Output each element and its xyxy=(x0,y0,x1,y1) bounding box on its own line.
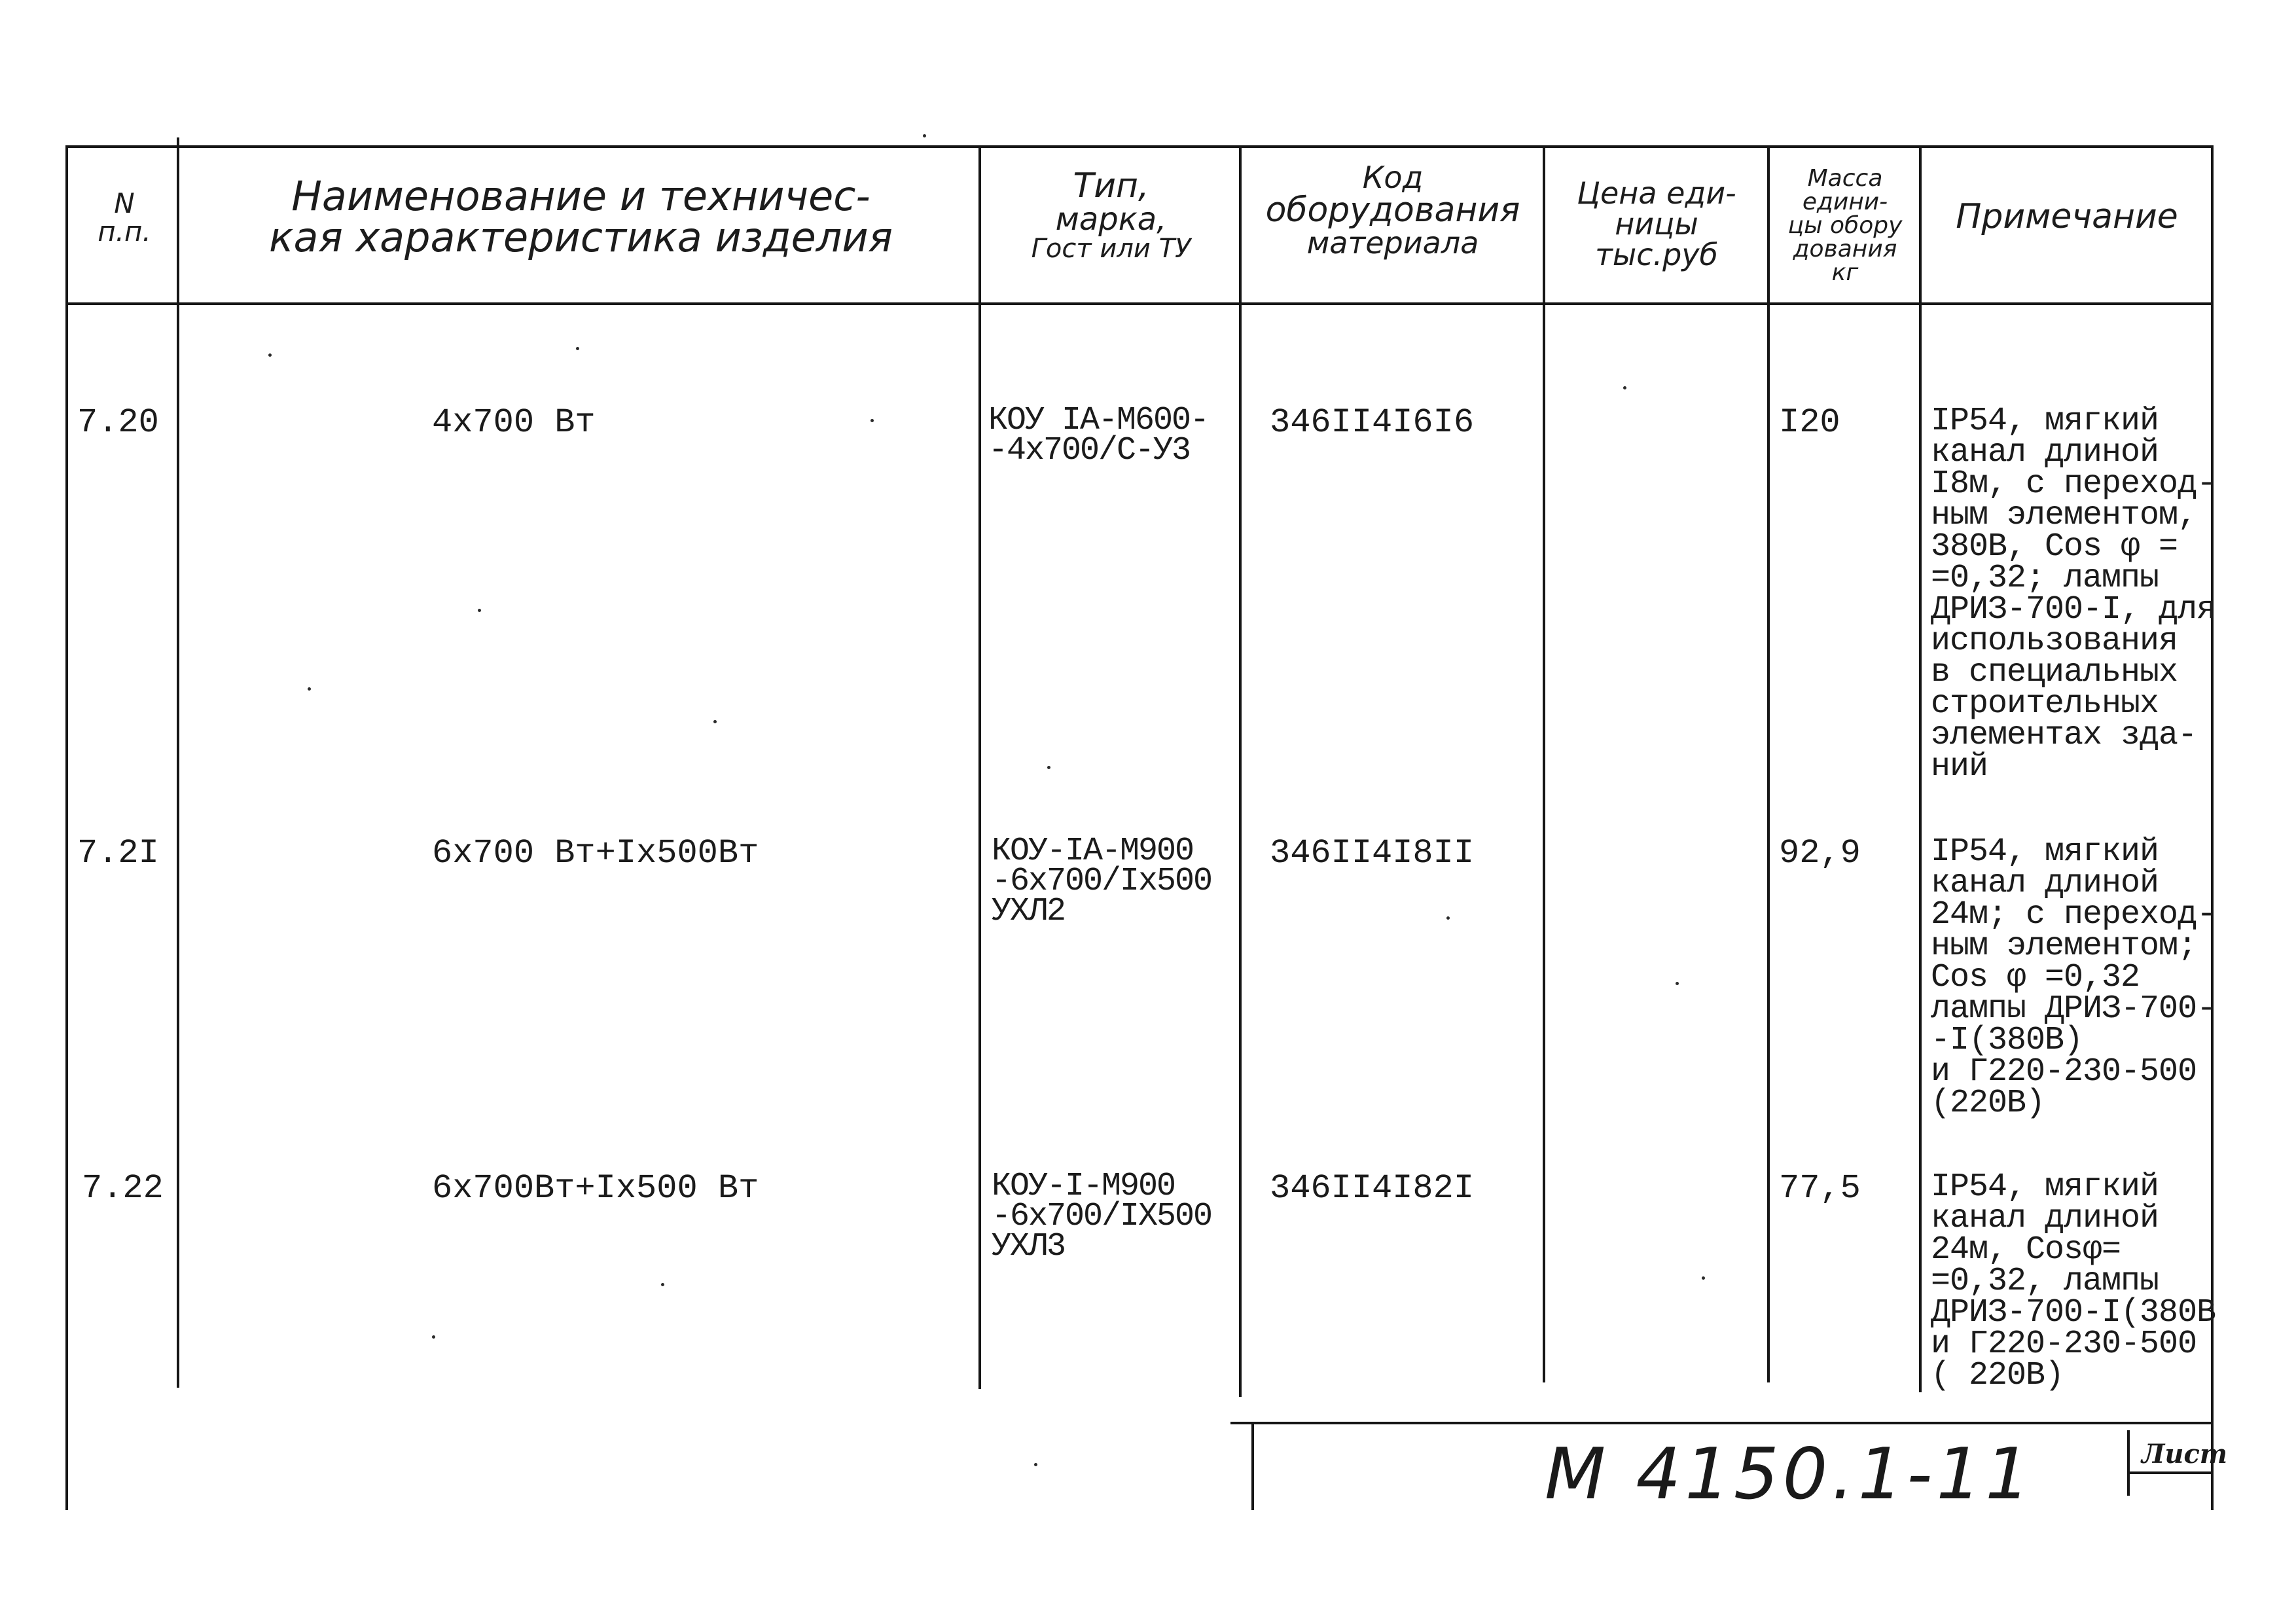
note-line: использования xyxy=(1931,623,2178,660)
note-line: ДРИЗ-700-I(380В xyxy=(1931,1294,2216,1331)
scan-speck xyxy=(1623,386,1626,389)
header-line: Наименование и техничес- xyxy=(291,172,870,220)
note-line: и Г220-230-500 xyxy=(1931,1053,2197,1091)
row-number: 7.2I xyxy=(77,834,159,873)
row-number: 7.22 xyxy=(82,1169,164,1208)
note-line: ( 220В) xyxy=(1931,1357,2064,1394)
header-type xyxy=(982,166,1240,264)
header-bottom-border xyxy=(65,302,2212,305)
scan-speck xyxy=(870,419,874,422)
note-line: 24м; с переход- xyxy=(1931,896,2216,933)
header-line: Цена еди- xyxy=(1577,175,1736,211)
scan-speck xyxy=(432,1335,435,1339)
header-line: Тип, xyxy=(1073,166,1149,206)
header-code xyxy=(1242,162,1543,259)
type-line: КОУ-I-М900 xyxy=(992,1168,1175,1205)
row-type xyxy=(992,833,1212,930)
scan-speck xyxy=(923,134,926,137)
scan-speck xyxy=(1676,982,1679,985)
header-line: тыс.руб xyxy=(1595,236,1718,272)
column-border-left xyxy=(65,145,68,1510)
scan-speck xyxy=(1446,916,1450,920)
type-line: КОУ IА-М600- xyxy=(988,402,1209,439)
header-line: N xyxy=(114,187,135,219)
row-note xyxy=(1931,833,2219,1122)
column-border-5 xyxy=(1767,145,1770,1382)
header-price xyxy=(1546,175,1767,272)
header-line: ницы xyxy=(1615,206,1698,242)
header-note xyxy=(1923,197,2211,236)
row-type xyxy=(988,402,1209,469)
row-mass: 77,5 xyxy=(1779,1169,1861,1208)
type-line: -6х700/Iх500 xyxy=(992,863,1212,900)
row-note xyxy=(1931,403,2219,785)
note-line: 24м, Cosφ= xyxy=(1931,1231,2121,1269)
row-note xyxy=(1931,1168,2219,1394)
row-mass: I20 xyxy=(1779,403,1840,442)
header-line: Гост или ТУ xyxy=(1031,233,1191,264)
column-border-3 xyxy=(1239,145,1242,1397)
scan-speck xyxy=(1047,766,1050,769)
sheet-label: Лист xyxy=(2142,1439,2228,1470)
row-mass: 92,9 xyxy=(1779,834,1861,873)
note-line: канал длиной xyxy=(1931,434,2159,471)
row-type xyxy=(992,1168,1212,1265)
table-top-border xyxy=(65,145,2212,148)
header-line: Масса xyxy=(1807,165,1883,192)
header-name xyxy=(187,172,975,262)
stamp-top-border xyxy=(1230,1422,2212,1424)
row-name: 6х700Вт+Iх500 Вт xyxy=(432,1169,759,1208)
note-line: канал длиной xyxy=(1931,1200,2159,1237)
row-code: 346II4I8II xyxy=(1270,834,1475,873)
note-line: -I(380В) xyxy=(1931,1022,2083,1059)
type-line: -4х700/С-У3 xyxy=(988,432,1191,469)
scan-speck xyxy=(268,353,272,357)
header-line: Код xyxy=(1362,160,1424,195)
note-line: (220В) xyxy=(1931,1085,2045,1122)
stamp-left-border xyxy=(1251,1422,1254,1510)
note-line: элементах зда- xyxy=(1931,717,2197,754)
note-line: канал длиной xyxy=(1931,865,2159,902)
document-code-stamp: М 4150.1-11 xyxy=(1545,1434,2034,1515)
scan-speck xyxy=(576,347,579,350)
note-line: 380В, Cos φ = xyxy=(1931,528,2178,566)
sheet-box-border xyxy=(2127,1430,2130,1496)
scan-speck xyxy=(661,1283,664,1286)
scan-speck xyxy=(308,687,311,691)
scan-speck xyxy=(713,720,717,723)
note-line: IP54, мягкий xyxy=(1931,833,2159,871)
type-line: УХЛ3 xyxy=(992,1228,1066,1265)
scan-speck xyxy=(1034,1463,1037,1466)
type-line: -6х700/IХ500 xyxy=(992,1198,1212,1235)
header-mass xyxy=(1770,167,1920,285)
note-line: Cos φ =0,32 xyxy=(1931,959,2140,996)
note-line: =0,32, лампы xyxy=(1931,1263,2159,1300)
note-line: строительных xyxy=(1931,685,2159,723)
column-border-4 xyxy=(1543,145,1545,1382)
type-line: УХЛ2 xyxy=(992,893,1066,930)
column-border-2 xyxy=(978,145,981,1389)
header-line: п.п. xyxy=(98,215,151,247)
note-line: IP54, мягкий xyxy=(1931,1168,2159,1206)
header-line: Примечание xyxy=(1956,197,2178,236)
note-line: =0,32; лампы xyxy=(1931,560,2159,597)
row-name: 6х700 Вт+Iх500Вт xyxy=(432,834,759,873)
header-line: оборудования xyxy=(1265,190,1520,230)
row-number: 7.20 xyxy=(77,403,159,442)
column-border-6 xyxy=(1919,145,1922,1392)
row-code: 346II4I6I6 xyxy=(1270,403,1475,442)
note-line: в специальных xyxy=(1931,654,2178,691)
note-line: лампы ДРИЗ-700- xyxy=(1931,990,2216,1028)
row-name: 4х700 Вт xyxy=(432,403,596,442)
note-line: ний xyxy=(1931,748,1988,785)
header-line: цы обору xyxy=(1787,212,1903,239)
row-code: 346II4I82I xyxy=(1270,1169,1475,1208)
note-line: и Г220-230-500 xyxy=(1931,1326,2197,1363)
sheet-box-divider xyxy=(2127,1471,2212,1474)
scan-speck xyxy=(478,609,481,612)
note-line: I8м, с переход- xyxy=(1931,465,2216,503)
header-line: кг xyxy=(1831,259,1859,286)
column-border-1 xyxy=(177,137,179,1388)
header-line: марка, xyxy=(1055,201,1167,238)
note-line: ным элементом, xyxy=(1931,497,2197,534)
header-number xyxy=(72,187,177,247)
header-line: едини- xyxy=(1802,189,1888,215)
type-line: КОУ-IА-М900 xyxy=(992,833,1194,870)
scan-speck xyxy=(1702,1276,1705,1280)
note-line: ным элементом; xyxy=(1931,928,2197,965)
header-line: кая характеристика изделия xyxy=(269,213,893,262)
header-line: материала xyxy=(1306,225,1479,261)
header-line: дования xyxy=(1793,236,1897,262)
note-line: ДРИЗ-700-I, для xyxy=(1931,591,2216,628)
note-line: IP54, мягкий xyxy=(1931,403,2159,440)
